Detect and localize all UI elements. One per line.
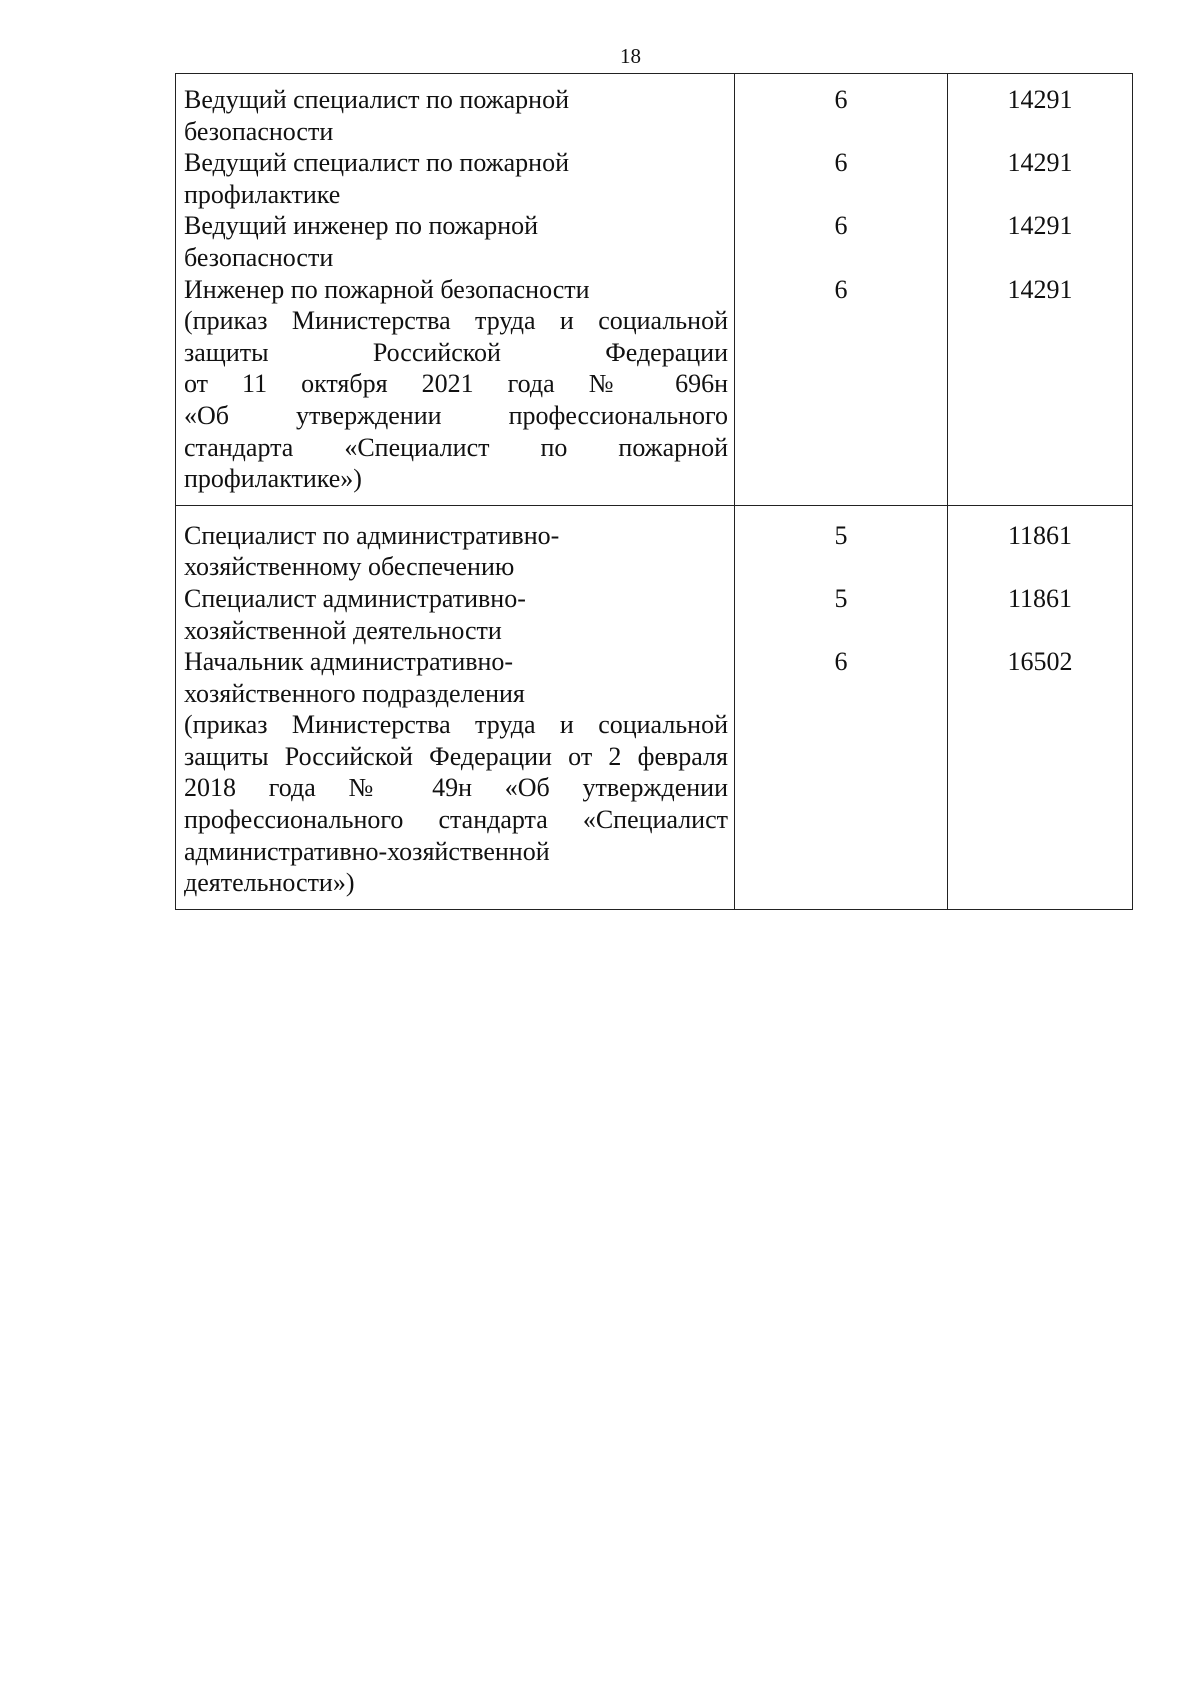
source-order-line: стандарта «Специалист по пожарной (184, 432, 728, 462)
salary-value: 14291 (1007, 274, 1073, 304)
qualification-level: 6 (834, 211, 848, 241)
source-order-line: деятельности») (184, 868, 355, 898)
qualification-level: 6 (834, 647, 848, 677)
source-order-line: защиты Российской Федерации (184, 337, 728, 367)
position-title-line: Начальник административно- (184, 647, 514, 677)
position-title-line: Ведущий специалист по пожарной (184, 85, 570, 114)
salary-value: 14291 (1007, 211, 1073, 241)
position-title-line: хозяйственного подразделения (184, 678, 525, 708)
qualification-level-cell (735, 74, 948, 506)
qualification-salary-table (175, 73, 1133, 910)
qualification-level: 5 (834, 583, 848, 613)
position-title-line: Ведущий специалист по пожарной (184, 148, 570, 178)
salary-value: 16502 (1007, 647, 1073, 677)
position-title-line: Ведущий инженер по пожарной (184, 211, 539, 241)
position-title-line: профилактике (184, 179, 341, 209)
position-title-line: Инженер по пожарной безопасности (184, 274, 590, 304)
salary-value: 14291 (1007, 85, 1073, 114)
table-row (176, 74, 1133, 506)
salary-cell (948, 74, 1133, 506)
table-row (176, 505, 1133, 909)
salary-value: 14291 (1007, 148, 1073, 178)
source-order-line: «Об утверждении профессионального (184, 400, 728, 430)
qualification-level: 5 (834, 520, 848, 550)
positions-cell (176, 505, 735, 909)
position-title-line: Специалист административно- (184, 583, 526, 613)
qualification-level: 6 (834, 85, 848, 114)
qualification-level: 6 (834, 148, 848, 178)
source-order-line: профессионального стандарта «Специалист (184, 805, 728, 835)
source-order-line: (приказ Министерства труда и социальной (184, 710, 728, 740)
source-order-line: (приказ Министерства труда и социальной (184, 306, 728, 336)
salary-value: 11861 (1007, 520, 1073, 550)
salary-cell (948, 505, 1133, 909)
positions-cell (176, 74, 735, 506)
salary-value: 11861 (1007, 583, 1073, 613)
position-title-line: Специалист по административно- (184, 520, 560, 550)
position-title-line: безопасности (184, 116, 334, 146)
qualification-level-cell (735, 505, 948, 909)
source-order-line: административно-хозяйственной (184, 836, 550, 866)
qualification-level: 6 (834, 274, 848, 304)
source-order-line: от 11 октября 2021 года № 696н (184, 369, 728, 399)
source-order-line: 2018 года № 49н «Об утверждении (184, 773, 728, 803)
source-order-line: защиты Российской Федерации от 2 февраля (184, 741, 728, 771)
source-order-line: профилактике») (184, 464, 362, 494)
position-title-line: хозяйственной деятельности (184, 615, 502, 645)
position-title-line: хозяйственному обеспечению (184, 552, 515, 582)
position-title-line: безопасности (184, 242, 334, 272)
page-number: 18 (620, 44, 641, 68)
